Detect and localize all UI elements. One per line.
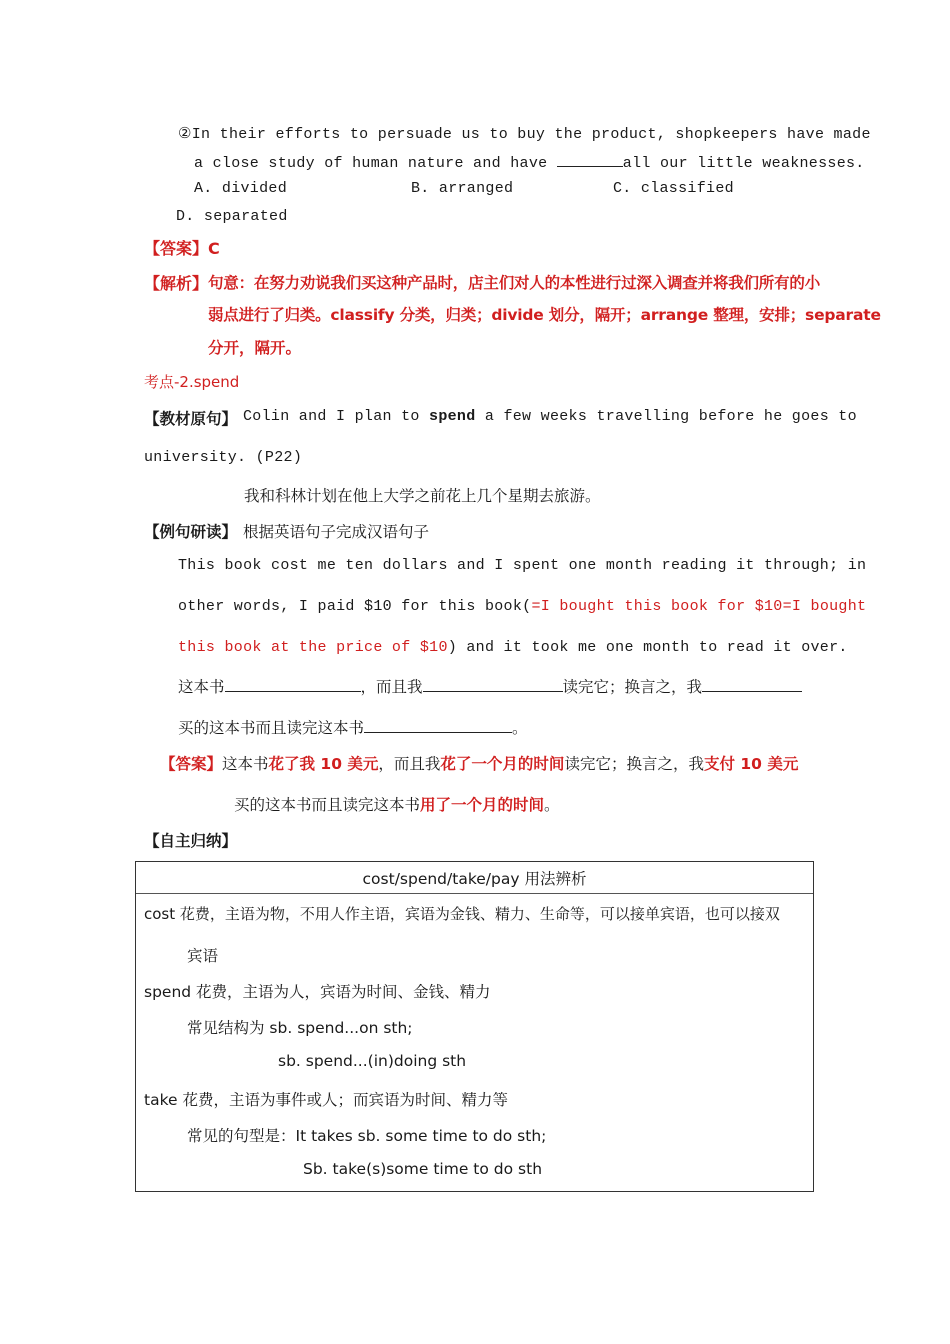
question-line-2-end: all our little weaknesses. bbox=[622, 155, 865, 172]
example-line-2 bbox=[178, 598, 866, 615]
option-d: D. separated bbox=[176, 208, 288, 225]
take-line-1: take 花费，主语为事件或人；而宾语为时间、精力等 bbox=[144, 1091, 508, 1109]
example-line-2-start: other words, I paid $10 for this book( bbox=[178, 598, 532, 615]
answer-1-label: 【答案】C bbox=[144, 239, 220, 258]
example-cn-2b: 。 bbox=[512, 719, 528, 737]
answer-2-t3: 读完它；换言之，我 bbox=[564, 755, 704, 773]
answer-2-r4: 用了一个月的时间 bbox=[420, 796, 545, 814]
answer-2-r2: 花了一个月的时间 bbox=[440, 755, 565, 773]
example-cn-1c: 读完它；换言之，我 bbox=[562, 678, 703, 696]
spend-line-3: sb. spend...(in)doing sth bbox=[278, 1052, 467, 1070]
analysis-line-3: 分开，隔开。 bbox=[208, 339, 302, 357]
question-line-1: ②In their efforts to persuade us to buy the product, shopkeepers have made bbox=[178, 126, 871, 143]
answer-2-t4: 买的这本书而且读完这本书 bbox=[234, 796, 421, 814]
fill-blank-4 bbox=[364, 718, 512, 733]
original-sentence-end: a few weeks travelling before he goes to bbox=[475, 408, 857, 425]
answer-2-label: 【答案】 bbox=[160, 755, 223, 773]
original-translation: 我和科林计划在他上大学之前花上几个星期去旅游。 bbox=[244, 487, 601, 505]
example-line-2-highlight: =I bought this book for $10=I bought bbox=[531, 598, 867, 615]
fill-blank-1 bbox=[225, 677, 361, 692]
option-b: B. arranged bbox=[411, 180, 514, 197]
usage-table bbox=[135, 861, 814, 1192]
spend-line-1: spend 花费，主语为人，宾语为时间、金钱、精力 bbox=[144, 983, 491, 1001]
question-line-2-start: a close study of human nature and have bbox=[194, 155, 557, 172]
example-cn-2a: 买的这本书而且读完这本书 bbox=[178, 719, 365, 737]
example-line-3-highlight: this book at the price of $10 bbox=[178, 639, 448, 656]
analysis-line-1: 句意：在努力劝说我们买这种产品时，店主们对人的本性进行过深入调查并将我们所有的小 bbox=[208, 274, 821, 292]
answer-2-t5: 。 bbox=[544, 796, 560, 814]
take-line-3: Sb. take(s)some time to do sth bbox=[303, 1160, 543, 1178]
spend-line-2: 常见结构为 sb. spend...on sth; bbox=[187, 1019, 413, 1037]
example-cn-line-2 bbox=[178, 716, 528, 738]
table-header: cost/spend/take/pay 用法辨析 bbox=[362, 870, 587, 888]
fill-blank-3 bbox=[702, 677, 802, 692]
table-divider bbox=[136, 893, 813, 894]
example-line-1: This book cost me ten dollars and I spent one month reading it through; in bbox=[178, 557, 867, 574]
example-instruction: 根据英语句子完成汉语句子 bbox=[243, 523, 430, 541]
original-label: 【教材原句】 bbox=[144, 410, 238, 428]
answer-2-line-2 bbox=[234, 793, 560, 815]
example-cn-1b: ，而且我 bbox=[360, 678, 423, 696]
fill-blank-2 bbox=[423, 677, 563, 692]
take-line-2: 常见的句型是：It takes sb. some time to do sth; bbox=[187, 1127, 547, 1145]
answer-2-line-1 bbox=[160, 752, 798, 774]
answer-2-t1: 这本书 bbox=[222, 755, 269, 773]
analysis-label: 【解析】 bbox=[144, 274, 209, 293]
answer-blank bbox=[557, 152, 623, 167]
analysis-line-2: 弱点进行了归类。classify 分类，归类；divide 划分，隔开；arrange 整理，安排；separate bbox=[208, 306, 881, 324]
example-line-3 bbox=[178, 639, 848, 656]
answer-2-r3: 支付 10 美元 bbox=[703, 755, 799, 773]
original-keyword: spend bbox=[429, 408, 476, 425]
cost-line-1: cost 花费，主语为物，不用人作主语，宾语为金钱、精力、生命等，可以接单宾语，也可以接双 bbox=[144, 905, 780, 923]
original-sentence-start: Colin and I plan to bbox=[243, 408, 430, 425]
option-c: C. classified bbox=[613, 180, 734, 197]
answer-2-t2: ，而且我 bbox=[378, 755, 441, 773]
example-cn-1a: 这本书 bbox=[178, 678, 225, 696]
example-line-3-end: ) and it took me one month to read it over. bbox=[447, 639, 848, 656]
summary-label: 【自主归纳】 bbox=[144, 832, 238, 850]
original-sentence bbox=[243, 408, 857, 425]
option-a: A. divided bbox=[194, 180, 288, 197]
original-line-2: university. (P22) bbox=[144, 449, 303, 466]
question-line-2 bbox=[194, 152, 865, 172]
answer-2-r1: 花了我 10 美元 bbox=[268, 755, 379, 773]
example-cn-line-1 bbox=[178, 675, 802, 697]
example-label: 【例句研读】 bbox=[144, 523, 238, 541]
topic-title: 考点-2.spend bbox=[144, 373, 240, 391]
cost-line-2: 宾语 bbox=[187, 947, 219, 965]
